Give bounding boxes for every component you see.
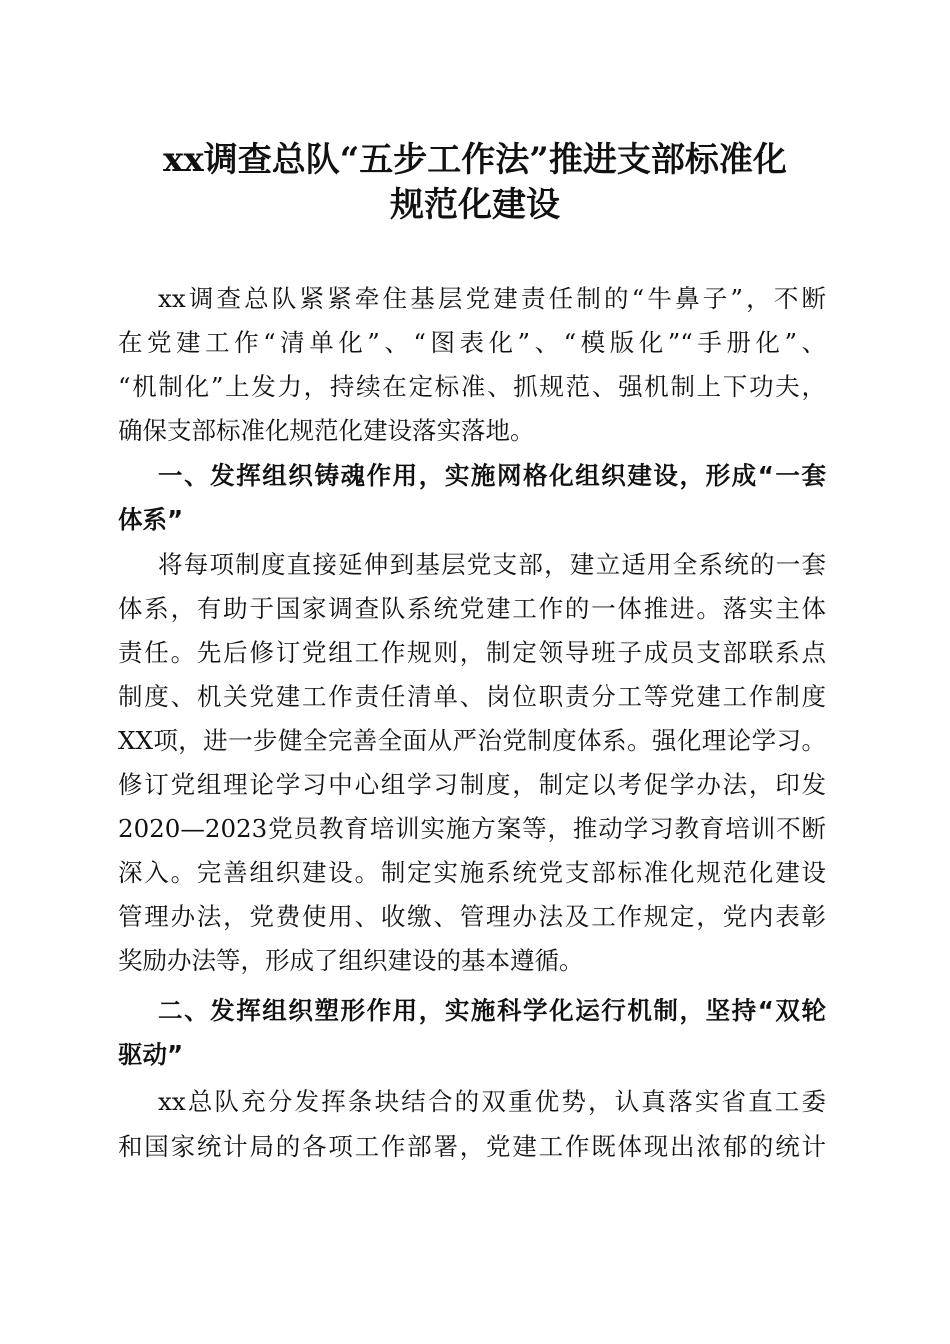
text-line: 确保支部标准化规范化建设落实落地。: [118, 416, 535, 445]
text-line: 2020—2023党员教育培训实施方案等，推动学习教育培训不断: [118, 814, 826, 843]
text-line: 责任。先后修订党组工作规则，制定领导班子成员支部联系点: [118, 638, 826, 667]
title-line: xx调查总队“五步工作法”推进支部标准化: [163, 140, 787, 180]
title-line: 规范化建设: [390, 185, 560, 225]
text-line: 在党建工作“清单化”、“图表化”、“模版化”“手册化”、: [118, 328, 826, 357]
heading-line: 驱动”: [118, 1040, 184, 1069]
text-line: XX项，进一步健全完善全面从严治党制度体系。强化理论学习。: [118, 726, 826, 755]
text-line: “机制化”上发力，持续在定标准、抓规范、强机制上下功夫，: [118, 372, 826, 401]
text-line: 奖励办法等，形成了组织建设的基本遵循。: [118, 946, 584, 975]
heading-line: 二、发挥组织塑形作用，实施科学化运行机制，坚持“双轮: [158, 996, 826, 1025]
text-line: 修订党组理论学习中心组学习制度，制定以考促学办法，印发: [118, 770, 826, 799]
text-line: 和国家统计局的各项工作部署，党建工作既体现出浓郁的统计: [118, 1132, 826, 1161]
text-line: 管理办法，党费使用、收缴、管理办法及工作规定，党内表彰: [118, 902, 826, 931]
text-line: 制度、机关党建工作责任清单、岗位职责分工等党建工作制度: [118, 682, 826, 711]
heading-line: 体系”: [118, 505, 184, 534]
text-line: 体系，有助于国家调查队系统党建工作的一体推进。落实主体: [118, 594, 826, 623]
text-line: xx调查总队紧紧牵住基层党建责任制的“牛鼻子”，不断: [158, 284, 826, 313]
text-line: 将每项制度直接延伸到基层党支部，建立适用全系统的一套: [158, 550, 826, 579]
text-line: 深入。完善组织建设。制定实施系统党支部标准化规范化建设: [118, 858, 826, 887]
heading-line: 一、发挥组织铸魂作用，实施网格化组织建设，形成“一套: [158, 461, 826, 490]
text-line: xx总队充分发挥条块结合的双重优势，认真落实省直工委: [158, 1087, 826, 1116]
